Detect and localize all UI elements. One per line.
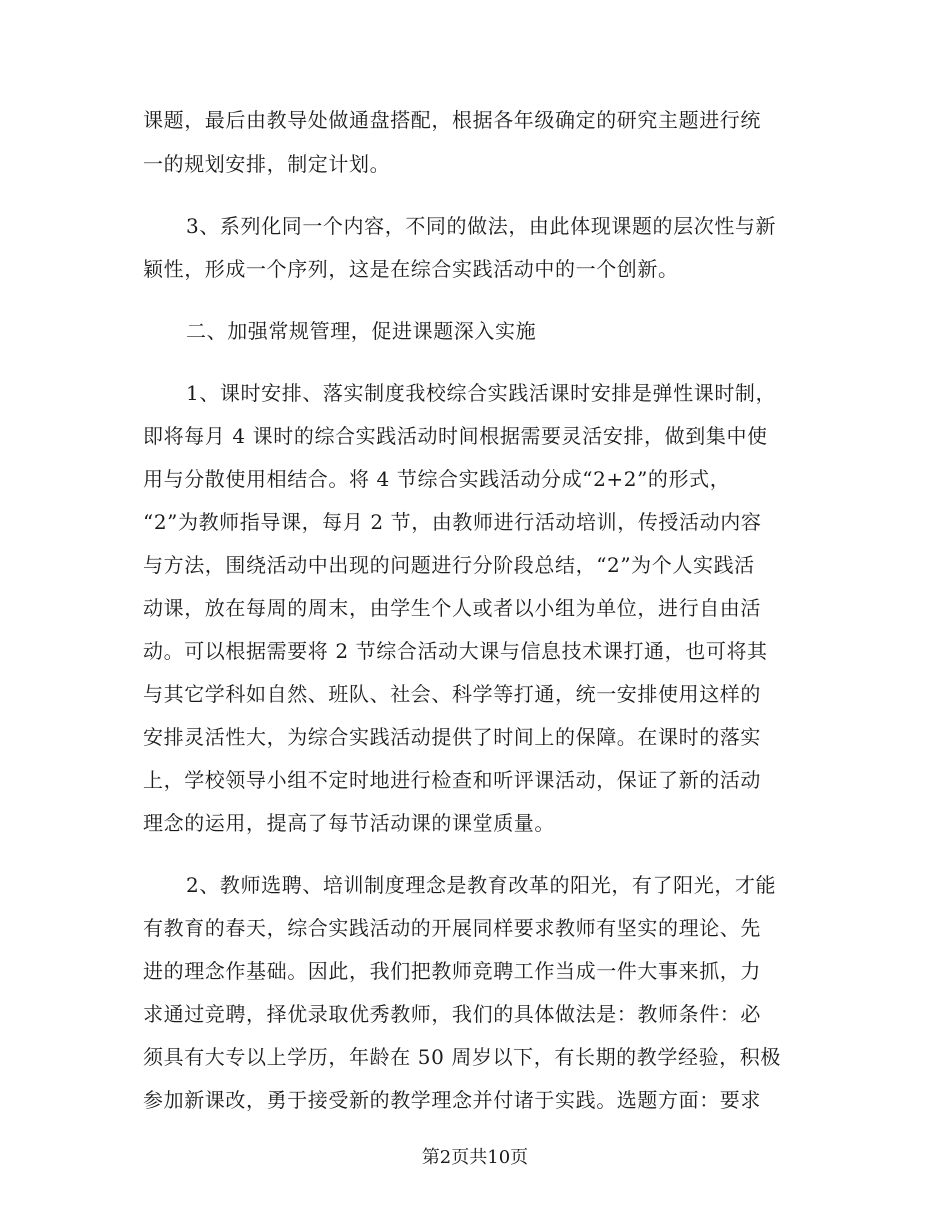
text-line: 安排灵活性大，为综合实践活动提供了时间上的保障。在课时的落实 [143,725,761,749]
text-line: 动。可以根据需要将 2 节综合活动大课与信息技术课打通，也可将其 [143,639,768,663]
text-line: “2”为教师指导课，每月 2 节，由教师进行活动培训，传授活动内容 [143,510,762,534]
text-line: 进的理念作基础。因此，我们把教师竞聘工作当成一件大事来抓，力 [143,959,761,983]
text-line: 理念的运用，提高了每节活动课的课堂质量。 [143,811,555,835]
text-line: 用与分散使用相结合。将 4 节综合实践活动分成“2+2”的形式， [143,467,731,491]
section-heading: 二、加强常规管理，促进课题深入实施 [186,319,537,343]
text-line: 颖性，形成一个序列，这是在综合实践活动中的一个创新。 [143,257,679,281]
page-number-footer: 第2页共10页 [421,1147,529,1168]
text-line: 有教育的春天，综合实践活动的开展同样要求教师有坚实的理论、先 [143,916,761,940]
text-line: 须具有大专以上学历，年龄在 50 周岁以下，有长期的教学经验，积极 [143,1045,781,1069]
text-line: 与方法，围绕活动中出现的问题进行分阶段总结，“2”为个人实践活 [143,553,755,577]
text-line: 参加新课改，勇于接受新的教学理念并付诸于实践。选题方面：要求 [143,1088,761,1112]
text-line: 即将每月 4 课时的综合实践活动时间根据需要灵活安排，做到集中使 [143,424,768,448]
text-line: 1、课时安排、落实制度我校综合实践活课时安排是弹性课时制， [186,381,777,405]
text-line: 上，学校领导小组不定时地进行检查和听评课活动，保证了新的活动 [143,768,761,792]
text-line: 2、教师选聘、培训制度理念是教育改革的阳光，有了阳光，才能 [186,873,777,897]
text-line: 3、系列化同一个内容，不同的做法，由此体现课题的层次性与新 [186,214,777,238]
text-line: 一的规划安排，制定计划。 [143,152,391,176]
text-line: 动课，放在每周的周末，由学生个人或者以小组为单位，进行自由活 [143,596,761,620]
text-line: 课题，最后由教导处做通盘搭配，根据各年级确定的研究主题进行统 [143,108,761,132]
text-line: 求通过竞聘，择优录取优秀教师，我们的具体做法是：教师条件：必 [143,1002,761,1026]
text-line: 与其它学科如自然、班队、社会、科学等打通，统一安排使用这样的 [143,682,761,706]
